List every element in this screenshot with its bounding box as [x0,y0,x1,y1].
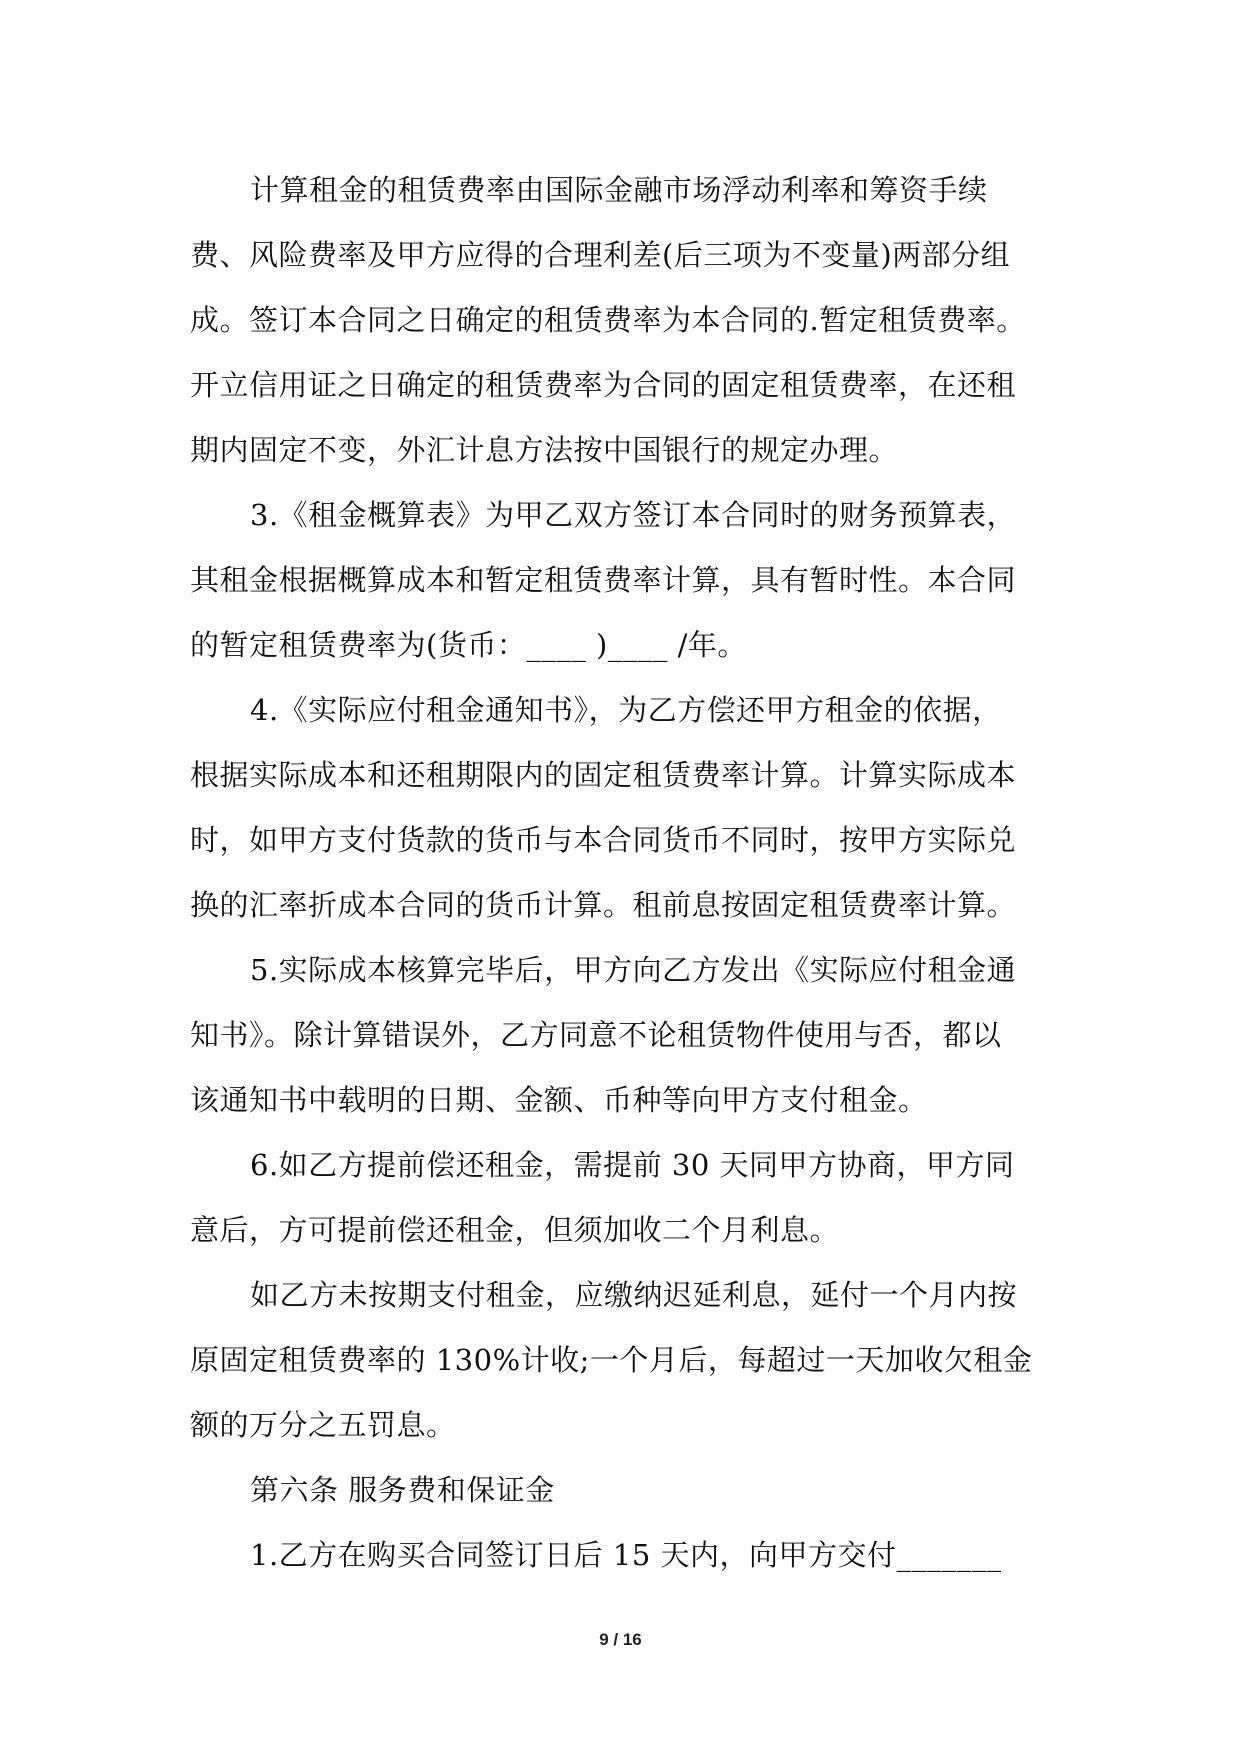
paragraph-clause-5 [190,938,1060,1133]
text-line: 知书》。除计算错误外，乙方同意不论租赁物件使用与否，都以 [190,1018,1002,1052]
text-line: 换的汇率折成本合同的货币计算。租前息按固定租赁费率计算。 [190,888,1017,922]
text-line: 该通知书中载明的日期、金额、币种等向甲方支付租金。 [190,1083,928,1117]
text-line: 根据实际成本和还租期限内的固定租赁费率计算。计算实际成本 [190,758,1017,792]
text-line: 额的万分之五罚息。 [190,1408,456,1442]
document-body [190,158,1060,1588]
text-line: 6.如乙方提前偿还租金，需提前 30 天同甲方协商，甲方同 [250,1148,1015,1182]
text-line: 的暂定租赁费率为(货币：____ )____ /年。 [190,628,747,662]
paragraph-late-payment [190,1263,1060,1458]
text-line: 1.乙方在购买合同签订日后 15 天内，向甲方交付_______ [250,1538,1002,1572]
section-heading-article-6 [190,1458,1060,1523]
paragraph-clause-3 [190,483,1060,678]
text-line: 时，如甲方支付货款的货币与本合同货币不同时，按甲方实际兑 [190,823,1017,857]
text-line: 成。签订本合同之日确定的租赁费率为本合同的.暂定租赁费率。 [190,303,1026,337]
text-line: 计算租金的租赁费率由国际金融市场浮动利率和筹资手续 [250,173,988,207]
text-line: 第六条 服务费和保证金 [250,1473,555,1507]
text-line: 费、风险费率及甲方应得的合理利差(后三项为不变量)两部分组 [190,238,1011,272]
text-line: 5.实际成本核算完毕后，甲方向乙方发出《实际应付租金通 [250,953,1017,987]
text-line: 期内固定不变，外汇计息方法按中国银行的规定办理。 [190,433,899,467]
text-line: 如乙方未按期支付租金，应缴纳迟延利息，延付一个月内按 [250,1278,1018,1312]
page-number: 9 / 16 [599,1630,642,1649]
text-line: 开立信用证之日确定的租赁费率为合同的固定租赁费率，在还租 [190,368,1017,402]
text-line: 原固定租赁费率的 130%计收;一个月后，每超过一天加收欠租金 [190,1343,1033,1377]
text-line: 4.《实际应付租金通知书》，为乙方偿还甲方租金的依据， [250,693,1002,727]
paragraph-clause-4 [190,678,1060,938]
text-line: 意后，方可提前偿还租金，但须加收二个月利息。 [190,1213,840,1247]
text-line: 3.《租金概算表》为甲乙双方签订本合同时的财务预算表， [250,498,1017,532]
text-line: 其租金根据概算成本和暂定租赁费率计算，具有暂时性。本合同 [190,563,1017,597]
paragraph-lease-rate [190,158,1060,483]
paragraph-clause-6 [190,1133,1060,1263]
paragraph-article-6-clause-1 [190,1523,1060,1588]
